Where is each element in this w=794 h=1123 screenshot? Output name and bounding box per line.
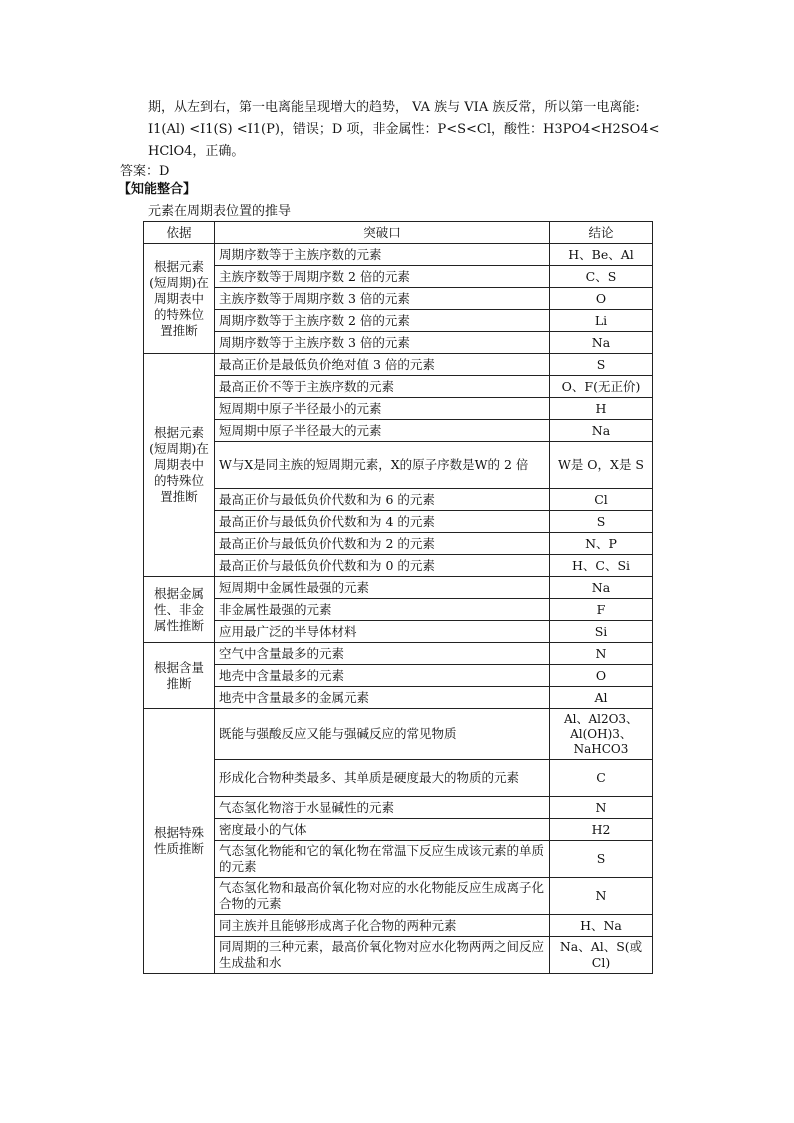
conclusion-cell: C、S (550, 266, 653, 288)
condition-cell: 密度最小的气体 (215, 819, 550, 841)
conclusion-cell: O、F(无正价) (550, 376, 653, 398)
table-row (144, 533, 653, 555)
conclusion-cell: O (550, 665, 653, 687)
table-row (144, 687, 653, 709)
basis-cell: 根据元素(短周期)在周期表中的特殊位置推断 (144, 354, 215, 577)
conclusion-cell: N、P (550, 533, 653, 555)
conclusion-cell: N (550, 878, 653, 915)
condition-cell: 最高正价与最低负价代数和为 4 的元素 (215, 511, 550, 533)
condition-cell: 同主族并且能够形成离子化合物的两种元素 (215, 915, 550, 937)
conclusion-cell: H、Na (550, 915, 653, 937)
section-heading: 【知能整合】 (118, 182, 197, 197)
conclusion-cell: Al、Al2O3、Al(OH)3、NaHCO3 (550, 709, 653, 760)
table-row (144, 878, 653, 915)
conclusion-cell: Na (550, 332, 653, 354)
condition-cell: 最高正价不等于主族序数的元素 (215, 376, 550, 398)
header-conclusion: 结论 (550, 222, 653, 244)
table-row (144, 310, 653, 332)
table-row (144, 599, 653, 621)
condition-cell: 周期序数等于主族序数的元素 (215, 244, 550, 266)
table-row (144, 665, 653, 687)
table-row (144, 760, 653, 797)
condition-cell: 气态氢化物能和它的氧化物在常温下反应生成该元素的单质的元素 (215, 841, 550, 878)
basis-cell: 根据特殊性质推断 (144, 709, 215, 974)
table-row (144, 841, 653, 878)
condition-cell: 气态氢化物和最高价氧化物对应的水化物能反应生成离子化合物的元素 (215, 878, 550, 915)
table-row (144, 266, 653, 288)
condition-cell: 形成化合物种类最多、其单质是硬度最大的物质的元素 (215, 760, 550, 797)
conclusion-cell: W是 O，X是 S (550, 442, 653, 489)
table-row (144, 915, 653, 937)
table-row (144, 709, 653, 760)
condition-cell: 短周期中金属性最强的元素 (215, 577, 550, 599)
conclusion-cell: H (550, 398, 653, 420)
condition-cell: 非金属性最强的元素 (215, 599, 550, 621)
condition-cell: 地壳中含量最多的元素 (215, 665, 550, 687)
table-header-row (144, 222, 653, 244)
intro-line-3: HClO4，正确。 (148, 144, 245, 159)
condition-cell: 既能与强酸反应又能与强碱反应的常见物质 (215, 709, 550, 760)
table-row (144, 511, 653, 533)
conclusion-cell: Cl (550, 489, 653, 511)
conclusion-cell: C (550, 760, 653, 797)
condition-cell: 空气中含量最多的元素 (215, 643, 550, 665)
conclusion-cell: H2 (550, 819, 653, 841)
header-basis: 依据 (144, 222, 215, 244)
condition-cell: 气态氢化物溶于水显碱性的元素 (215, 797, 550, 819)
conclusion-cell: S (550, 841, 653, 878)
header-condition: 突破口 (215, 222, 550, 244)
condition-cell: 短周期中原子半径最大的元素 (215, 420, 550, 442)
conclusion-cell: Na (550, 577, 653, 599)
conclusion-cell: N (550, 643, 653, 665)
element-inference-table (143, 221, 653, 974)
condition-cell: 主族序数等于周期序数 3 倍的元素 (215, 288, 550, 310)
conclusion-cell: Na、Al、S(或Cl) (550, 937, 653, 974)
condition-cell: W与X是同主族的短周期元素，X的原子序数是W的 2 倍 (215, 442, 550, 489)
intro-line-2: I1(Al) <I1(S) <I1(P)，错误；D 项，非金属性：P<S<Cl，酸性：H3PO4<H2SO4< (148, 122, 660, 137)
conclusion-cell: S (550, 511, 653, 533)
conclusion-cell: N (550, 797, 653, 819)
condition-cell: 最高正价与最低负价代数和为 0 的元素 (215, 555, 550, 577)
table-row (144, 354, 653, 376)
basis-cell: 根据含量推断 (144, 643, 215, 709)
condition-cell: 周期序数等于主族序数 2 倍的元素 (215, 310, 550, 332)
condition-cell: 主族序数等于周期序数 2 倍的元素 (215, 266, 550, 288)
table-row (144, 376, 653, 398)
conclusion-cell: F (550, 599, 653, 621)
conclusion-cell: Al (550, 687, 653, 709)
conclusion-cell: O (550, 288, 653, 310)
condition-cell: 最高正价与最低负价代数和为 6 的元素 (215, 489, 550, 511)
condition-cell: 地壳中含量最多的金属元素 (215, 687, 550, 709)
basis-cell: 根据金属性、非金属性推断 (144, 577, 215, 643)
condition-cell: 周期序数等于主族序数 3 倍的元素 (215, 332, 550, 354)
condition-cell: 最高正价是最低负价绝对值 3 倍的元素 (215, 354, 550, 376)
condition-cell: 应用最广泛的半导体材料 (215, 621, 550, 643)
table-row (144, 398, 653, 420)
table-row (144, 332, 653, 354)
table-row (144, 442, 653, 489)
intro-line-1: 期，从左到右，第一电离能呈现增大的趋势， VA 族与 VIA 族反常，所以第一电离能: (148, 100, 640, 115)
conclusion-cell: Li (550, 310, 653, 332)
table-row (144, 244, 653, 266)
conclusion-cell: S (550, 354, 653, 376)
condition-cell: 同周期的三种元素，最高价氧化物对应水化物两两之间反应生成盐和水 (215, 937, 550, 974)
conclusion-cell: H、C、Si (550, 555, 653, 577)
answer-line: 答案：D (120, 164, 170, 179)
table-row (144, 489, 653, 511)
conclusion-cell: Si (550, 621, 653, 643)
table-caption: 元素在周期表位置的推导 (148, 204, 292, 219)
table-row (144, 555, 653, 577)
conclusion-cell: Na (550, 420, 653, 442)
table-row (144, 643, 653, 665)
table-row (144, 819, 653, 841)
table-row (144, 577, 653, 599)
basis-cell: 根据元素(短周期)在周期表中的特殊位置推断 (144, 244, 215, 354)
table-row (144, 288, 653, 310)
conclusion-cell: H、Be、Al (550, 244, 653, 266)
table-row (144, 937, 653, 974)
condition-cell: 短周期中原子半径最小的元素 (215, 398, 550, 420)
table-row (144, 621, 653, 643)
condition-cell: 最高正价与最低负价代数和为 2 的元素 (215, 533, 550, 555)
table-row (144, 420, 653, 442)
table-row (144, 797, 653, 819)
